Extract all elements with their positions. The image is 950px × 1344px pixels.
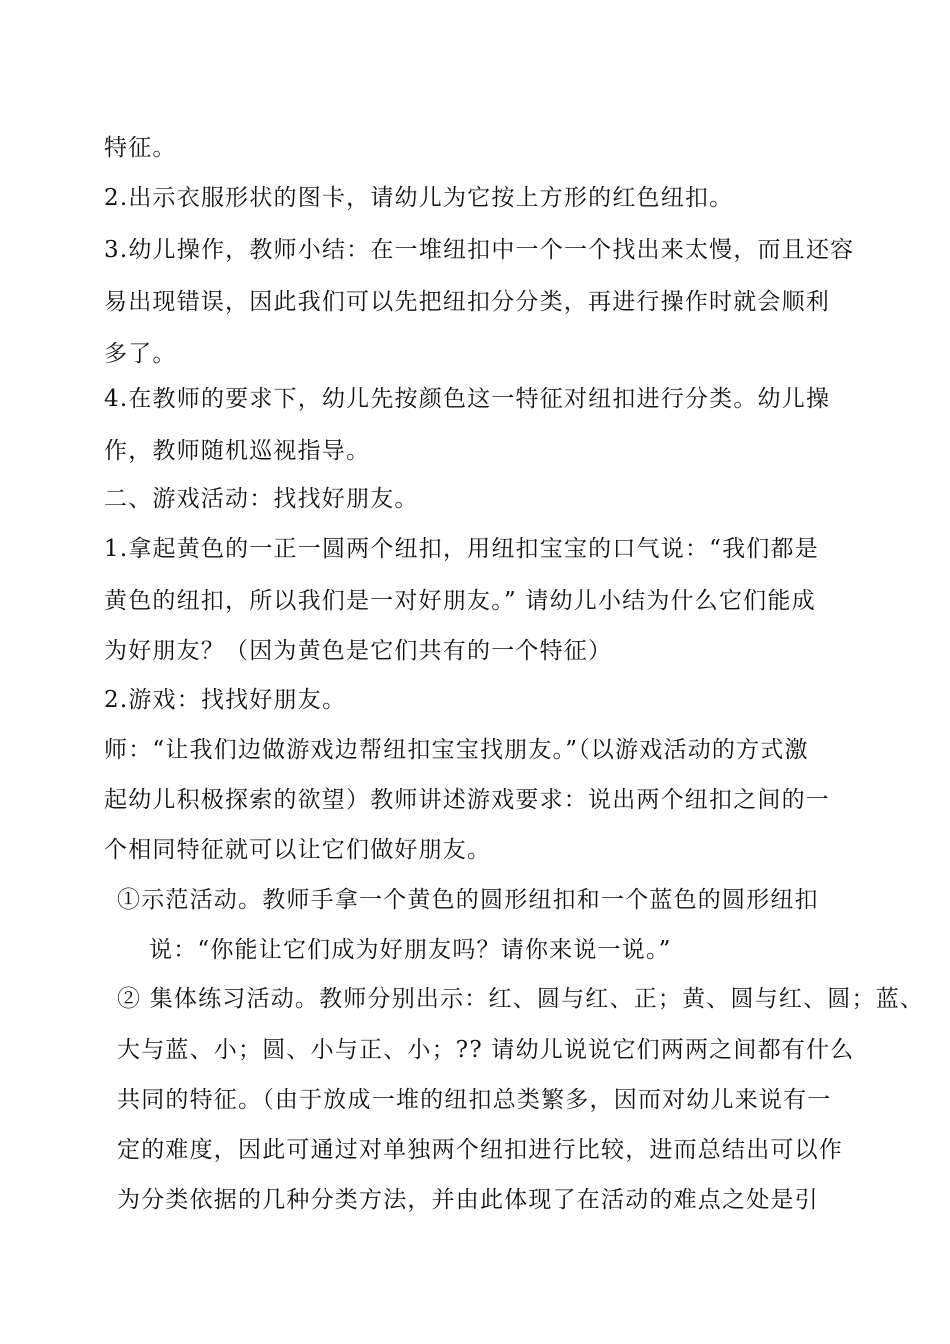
text-line: 2.游戏：找找好朋友。 <box>104 687 347 713</box>
text-line: 为分类依据的几种分类方法，并由此体现了在活动的难点之处是引 <box>117 1187 819 1213</box>
text-line: 起幼儿积极探索的欲望）教师讲述游戏要求：说出两个纽扣之间的一 <box>104 787 830 813</box>
text-line: 4.在教师的要求下，幼儿先按颜色这一特征对纽扣进行分类。幼儿操 <box>104 386 831 412</box>
text-line: 2.出示衣服形状的图卡，请幼儿为它按上方形的红色纽扣。 <box>104 185 734 211</box>
text-line: 说：“你能让它们成为好朋友吗？请你来说一说。” <box>149 937 672 963</box>
text-line: 为好朋友？（因为黄色是它们共有的一个特征） <box>104 638 613 664</box>
text-line: 3.幼儿操作，教师小结：在一堆纽扣中一个一个找出来太慢，而且还容 <box>104 237 855 263</box>
text-line: 1.拿起黄色的一正一圆两个纽扣，用纽扣宝宝的口气说：“我们都是 <box>104 536 819 562</box>
text-line: 特征。 <box>104 135 177 161</box>
text-line: 共同的特征。（由于放成一堆的纽扣总类繁多，因而对幼儿来说有一 <box>117 1087 832 1113</box>
text-line: 师：“让我们边做游戏边帮纽扣宝宝找朋友。”（以游戏活动的方式激 <box>104 737 809 763</box>
text-line: 大与蓝、小；圆、小与正、小；?? 请幼儿说说它们两两之间都有什么 <box>117 1037 855 1063</box>
text-line: 多了。 <box>104 341 177 367</box>
section-heading: 二、游戏活动：找找好朋友。 <box>104 486 419 512</box>
text-line: 作，教师随机巡视指导。 <box>104 438 371 464</box>
text-line: 黄色的纽扣，所以我们是一对好朋友。” 请幼儿小结为什么它们能成 <box>104 588 816 614</box>
text-line: ② 集体练习活动。教师分别出示：红、圆与红、正；黄、圆与红、圆；蓝、 <box>117 986 925 1012</box>
text-line: ①示范活动。教师手拿一个黄色的圆形纽扣和一个蓝色的圆形纽扣 <box>117 887 819 913</box>
text-line: 定的难度，因此可通过对单独两个纽扣进行比较，进而总结出可以作 <box>117 1137 843 1163</box>
text-line: 易出现错误，因此我们可以先把纽扣分分类，再进行操作时就会顺利 <box>104 289 830 315</box>
text-line: 个相同特征就可以让它们做好朋友。 <box>104 837 492 863</box>
